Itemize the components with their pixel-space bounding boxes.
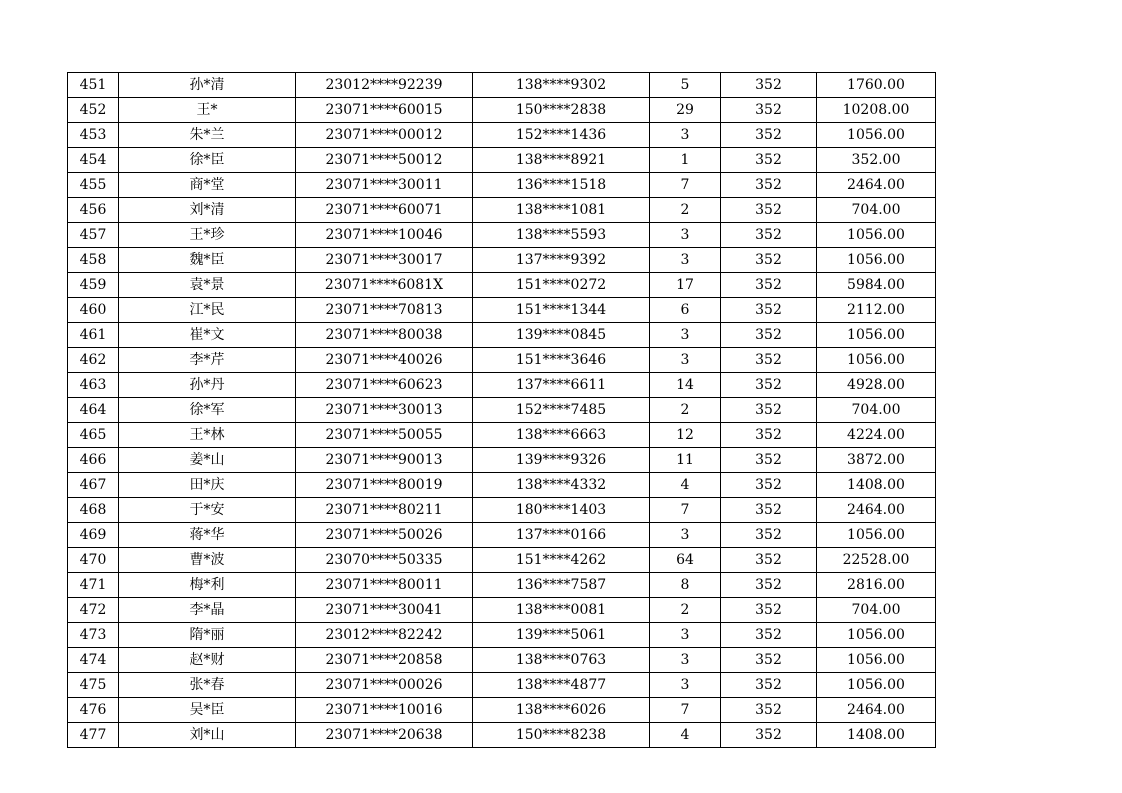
unit-price-cell: 352	[721, 98, 817, 123]
id-card-cell: 23012****82242	[296, 623, 473, 648]
row-number-cell: 474	[68, 648, 119, 673]
row-number-cell: 476	[68, 698, 119, 723]
table-row	[68, 398, 936, 423]
phone-cell: 138****0763	[473, 648, 650, 673]
id-card-cell: 23071****80019	[296, 473, 473, 498]
unit-price-cell: 352	[721, 698, 817, 723]
table-row	[68, 723, 936, 748]
id-card-cell: 23071****40026	[296, 348, 473, 373]
table-row	[68, 73, 936, 98]
phone-cell: 151****1344	[473, 298, 650, 323]
id-card-cell: 23071****50026	[296, 523, 473, 548]
id-card-cell: 23071****80038	[296, 323, 473, 348]
phone-cell: 150****2838	[473, 98, 650, 123]
row-number-cell: 467	[68, 473, 119, 498]
id-card-cell: 23071****60071	[296, 198, 473, 223]
amount-cell: 1056.00	[817, 223, 936, 248]
name-cell: 张*春	[119, 673, 296, 698]
amount-cell: 1056.00	[817, 523, 936, 548]
name-cell: 曹*波	[119, 548, 296, 573]
quantity-cell: 8	[650, 573, 721, 598]
unit-price-cell: 352	[721, 673, 817, 698]
name-cell: 魏*臣	[119, 248, 296, 273]
amount-cell: 2112.00	[817, 298, 936, 323]
amount-cell: 2816.00	[817, 573, 936, 598]
table-row	[68, 173, 936, 198]
phone-cell: 136****7587	[473, 573, 650, 598]
id-card-cell: 23071****90013	[296, 448, 473, 473]
name-cell: 刘*山	[119, 723, 296, 748]
id-card-cell: 23071****10016	[296, 698, 473, 723]
phone-cell: 151****4262	[473, 548, 650, 573]
unit-price-cell: 352	[721, 573, 817, 598]
phone-cell: 138****6026	[473, 698, 650, 723]
amount-cell: 1056.00	[817, 348, 936, 373]
unit-price-cell: 352	[721, 723, 817, 748]
name-cell: 于*安	[119, 498, 296, 523]
phone-cell: 180****1403	[473, 498, 650, 523]
quantity-cell: 2	[650, 598, 721, 623]
quantity-cell: 5	[650, 73, 721, 98]
unit-price-cell: 352	[721, 173, 817, 198]
name-cell: 姜*山	[119, 448, 296, 473]
row-number-cell: 470	[68, 548, 119, 573]
id-card-cell: 23071****80011	[296, 573, 473, 598]
row-number-cell: 458	[68, 248, 119, 273]
unit-price-cell: 352	[721, 298, 817, 323]
name-cell: 梅*利	[119, 573, 296, 598]
id-card-cell: 23071****30011	[296, 173, 473, 198]
phone-cell: 137****6611	[473, 373, 650, 398]
table-row	[68, 373, 936, 398]
unit-price-cell: 352	[721, 623, 817, 648]
id-card-cell: 23071****30017	[296, 248, 473, 273]
unit-price-cell: 352	[721, 198, 817, 223]
unit-price-cell: 352	[721, 273, 817, 298]
row-number-cell: 464	[68, 398, 119, 423]
quantity-cell: 7	[650, 498, 721, 523]
quantity-cell: 17	[650, 273, 721, 298]
id-card-cell: 23071****20858	[296, 648, 473, 673]
name-cell: 崔*文	[119, 323, 296, 348]
row-number-cell: 455	[68, 173, 119, 198]
phone-cell: 138****0081	[473, 598, 650, 623]
quantity-cell: 7	[650, 698, 721, 723]
table-row	[68, 298, 936, 323]
name-cell: 吴*臣	[119, 698, 296, 723]
table-row	[68, 648, 936, 673]
phone-cell: 138****8921	[473, 148, 650, 173]
table-row	[68, 148, 936, 173]
id-card-cell: 23070****50335	[296, 548, 473, 573]
row-number-cell: 452	[68, 98, 119, 123]
phone-cell: 137****0166	[473, 523, 650, 548]
amount-cell: 1056.00	[817, 648, 936, 673]
unit-price-cell: 352	[721, 598, 817, 623]
name-cell: 孙*清	[119, 73, 296, 98]
phone-cell: 138****6663	[473, 423, 650, 448]
table-row	[68, 598, 936, 623]
quantity-cell: 12	[650, 423, 721, 448]
id-card-cell: 23012****92239	[296, 73, 473, 98]
row-number-cell: 451	[68, 73, 119, 98]
phone-cell: 138****5593	[473, 223, 650, 248]
table-row	[68, 248, 936, 273]
amount-cell: 1056.00	[817, 248, 936, 273]
phone-cell: 139****5061	[473, 623, 650, 648]
row-number-cell: 465	[68, 423, 119, 448]
name-cell: 赵*财	[119, 648, 296, 673]
quantity-cell: 3	[650, 648, 721, 673]
amount-cell: 1760.00	[817, 73, 936, 98]
amount-cell: 1056.00	[817, 623, 936, 648]
roster-table-body	[68, 73, 936, 748]
name-cell: 王*珍	[119, 223, 296, 248]
name-cell: 江*民	[119, 298, 296, 323]
row-number-cell: 468	[68, 498, 119, 523]
unit-price-cell: 352	[721, 498, 817, 523]
quantity-cell: 3	[650, 348, 721, 373]
id-card-cell: 23071****30041	[296, 598, 473, 623]
row-number-cell: 475	[68, 673, 119, 698]
unit-price-cell: 352	[721, 323, 817, 348]
id-card-cell: 23071****60015	[296, 98, 473, 123]
quantity-cell: 1	[650, 148, 721, 173]
quantity-cell: 3	[650, 673, 721, 698]
table-row	[68, 698, 936, 723]
name-cell: 朱*兰	[119, 123, 296, 148]
name-cell: 孙*丹	[119, 373, 296, 398]
table-row	[68, 448, 936, 473]
phone-cell: 151****0272	[473, 273, 650, 298]
phone-cell: 139****9326	[473, 448, 650, 473]
phone-cell: 152****7485	[473, 398, 650, 423]
name-cell: 隋*丽	[119, 623, 296, 648]
quantity-cell: 4	[650, 723, 721, 748]
unit-price-cell: 352	[721, 73, 817, 98]
quantity-cell: 3	[650, 248, 721, 273]
unit-price-cell: 352	[721, 423, 817, 448]
unit-price-cell: 352	[721, 548, 817, 573]
name-cell: 王*林	[119, 423, 296, 448]
row-number-cell: 461	[68, 323, 119, 348]
table-row	[68, 98, 936, 123]
amount-cell: 704.00	[817, 398, 936, 423]
unit-price-cell: 352	[721, 648, 817, 673]
row-number-cell: 477	[68, 723, 119, 748]
unit-price-cell: 352	[721, 148, 817, 173]
amount-cell: 5984.00	[817, 273, 936, 298]
quantity-cell: 2	[650, 198, 721, 223]
row-number-cell: 456	[68, 198, 119, 223]
table-row	[68, 273, 936, 298]
unit-price-cell: 352	[721, 348, 817, 373]
name-cell: 袁*景	[119, 273, 296, 298]
name-cell: 田*庆	[119, 473, 296, 498]
table-row	[68, 323, 936, 348]
row-number-cell: 472	[68, 598, 119, 623]
id-card-cell: 23071****20638	[296, 723, 473, 748]
unit-price-cell: 352	[721, 523, 817, 548]
quantity-cell: 3	[650, 323, 721, 348]
amount-cell: 2464.00	[817, 698, 936, 723]
amount-cell: 3872.00	[817, 448, 936, 473]
id-card-cell: 23071****70813	[296, 298, 473, 323]
id-card-cell: 23071****6081X	[296, 273, 473, 298]
row-number-cell: 460	[68, 298, 119, 323]
table-row	[68, 548, 936, 573]
unit-price-cell: 352	[721, 373, 817, 398]
row-number-cell: 454	[68, 148, 119, 173]
id-card-cell: 23071****00012	[296, 123, 473, 148]
unit-price-cell: 352	[721, 448, 817, 473]
table-row	[68, 123, 936, 148]
amount-cell: 1056.00	[817, 323, 936, 348]
quantity-cell: 11	[650, 448, 721, 473]
amount-cell: 2464.00	[817, 173, 936, 198]
unit-price-cell: 352	[721, 248, 817, 273]
table-row	[68, 198, 936, 223]
quantity-cell: 29	[650, 98, 721, 123]
quantity-cell: 3	[650, 623, 721, 648]
table-row	[68, 473, 936, 498]
row-number-cell: 453	[68, 123, 119, 148]
phone-cell: 136****1518	[473, 173, 650, 198]
amount-cell: 704.00	[817, 198, 936, 223]
quantity-cell: 2	[650, 398, 721, 423]
amount-cell: 1408.00	[817, 473, 936, 498]
quantity-cell: 14	[650, 373, 721, 398]
quantity-cell: 3	[650, 523, 721, 548]
quantity-cell: 64	[650, 548, 721, 573]
phone-cell: 138****1081	[473, 198, 650, 223]
quantity-cell: 6	[650, 298, 721, 323]
row-number-cell: 463	[68, 373, 119, 398]
table-row	[68, 223, 936, 248]
phone-cell: 152****1436	[473, 123, 650, 148]
row-number-cell: 469	[68, 523, 119, 548]
amount-cell: 4928.00	[817, 373, 936, 398]
amount-cell: 1056.00	[817, 123, 936, 148]
phone-cell: 151****3646	[473, 348, 650, 373]
amount-cell: 22528.00	[817, 548, 936, 573]
id-card-cell: 23071****60623	[296, 373, 473, 398]
phone-cell: 137****9392	[473, 248, 650, 273]
phone-cell: 150****8238	[473, 723, 650, 748]
row-number-cell: 459	[68, 273, 119, 298]
amount-cell: 1408.00	[817, 723, 936, 748]
name-cell: 李*芹	[119, 348, 296, 373]
name-cell: 徐*军	[119, 398, 296, 423]
phone-cell: 138****4877	[473, 673, 650, 698]
name-cell: 王*	[119, 98, 296, 123]
phone-cell: 139****0845	[473, 323, 650, 348]
table-row	[68, 573, 936, 598]
row-number-cell: 466	[68, 448, 119, 473]
amount-cell: 4224.00	[817, 423, 936, 448]
amount-cell: 1056.00	[817, 673, 936, 698]
row-number-cell: 473	[68, 623, 119, 648]
name-cell: 刘*清	[119, 198, 296, 223]
name-cell: 徐*臣	[119, 148, 296, 173]
row-number-cell: 471	[68, 573, 119, 598]
quantity-cell: 3	[650, 123, 721, 148]
name-cell: 商*堂	[119, 173, 296, 198]
row-number-cell: 457	[68, 223, 119, 248]
table-row	[68, 498, 936, 523]
table-row	[68, 423, 936, 448]
row-number-cell: 462	[68, 348, 119, 373]
amount-cell: 10208.00	[817, 98, 936, 123]
name-cell: 李*晶	[119, 598, 296, 623]
name-cell: 蒋*华	[119, 523, 296, 548]
unit-price-cell: 352	[721, 123, 817, 148]
quantity-cell: 4	[650, 473, 721, 498]
quantity-cell: 7	[650, 173, 721, 198]
phone-cell: 138****9302	[473, 73, 650, 98]
id-card-cell: 23071****10046	[296, 223, 473, 248]
id-card-cell: 23071****50012	[296, 148, 473, 173]
id-card-cell: 23071****30013	[296, 398, 473, 423]
table-row	[68, 348, 936, 373]
unit-price-cell: 352	[721, 398, 817, 423]
unit-price-cell: 352	[721, 473, 817, 498]
table-row	[68, 523, 936, 548]
id-card-cell: 23071****00026	[296, 673, 473, 698]
amount-cell: 2464.00	[817, 498, 936, 523]
id-card-cell: 23071****50055	[296, 423, 473, 448]
quantity-cell: 3	[650, 223, 721, 248]
roster-table	[67, 72, 936, 748]
amount-cell: 704.00	[817, 598, 936, 623]
amount-cell: 352.00	[817, 148, 936, 173]
phone-cell: 138****4332	[473, 473, 650, 498]
table-row	[68, 623, 936, 648]
unit-price-cell: 352	[721, 223, 817, 248]
id-card-cell: 23071****80211	[296, 498, 473, 523]
table-row	[68, 673, 936, 698]
